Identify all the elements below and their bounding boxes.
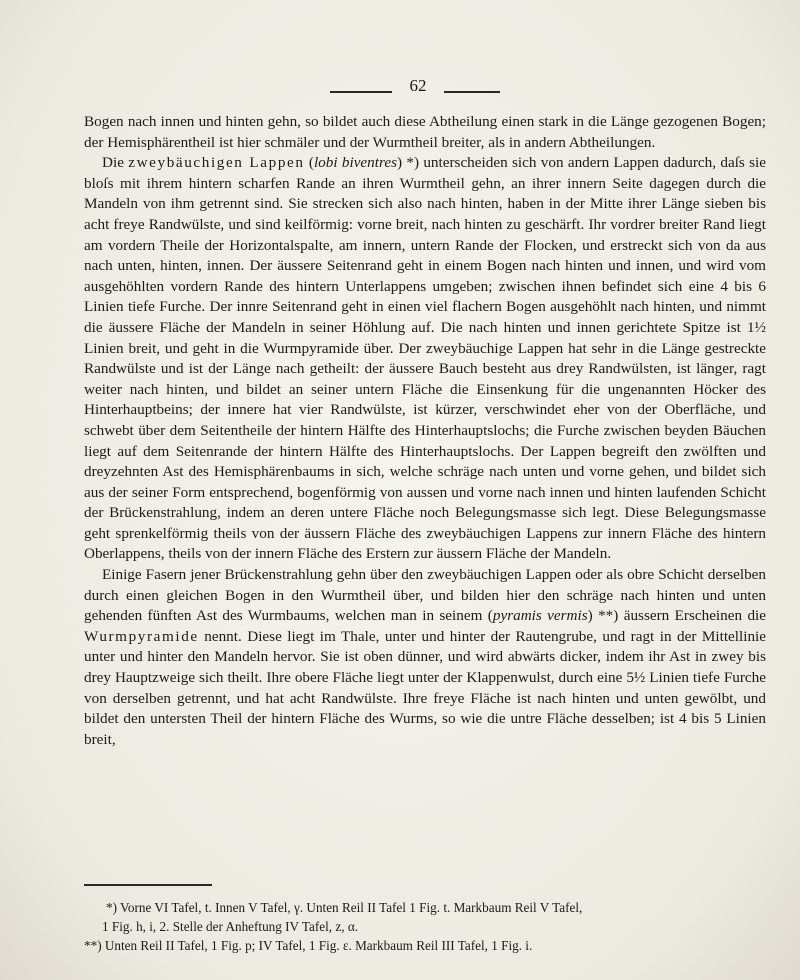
term-zweybaeuchige-lappen: zweybäuchigen Lappen — [128, 154, 305, 172]
footnote-ref-1: ) *) — [396, 154, 420, 172]
page-number: 62 — [409, 76, 427, 95]
paragraph-3-text-c: nennt. Diese liegt im Thale, unter und hinter der Rautengrube, und ragt in der Mittellinie unter und hinter den Mandeln hervor. Sie ist oben dünner, und wird abwärts dicker, indem ihr Ast in zwey bis drey Hauptzweige sich theilt. Ihre obere Fläche liegt unter der Klappenwulst, durch eine 5½ Linien tiefe Furche von derselben getrennt, und hat acht Randwülste. Ihre freye Fläche ist nach hinten und unten gewölbt, und bildet den untersten Theil der hintern Fläche des Wurms, so wie die untre Fläche desselben; ist 4 bis 5 Linien breit, — [84, 627, 767, 748]
latin-open-1: ( — [308, 154, 314, 172]
paragraph-2 — [84, 153, 766, 565]
footnote-rule — [84, 884, 212, 886]
main-text — [84, 112, 766, 750]
header-rule-left — [330, 91, 392, 93]
paragraph-2-text: unterscheiden sich von andern Lappen dadurch, daſs sie bloſs mit ihrem hintern scharfen Rande an ihren Wurmtheil gehn, an ihrer innern Seite dagegen durch die Mandeln von ihm getrennt sind. Sie strecken sich also nach hinten, haben in der Mitte ihrer Länge sieben bis acht freye Randwülste, und sind keilförmig: vorne breit, nach hinten zu geschärft. Ihr vordrer breiter Rand liegt am vordern Theile der Horizontalspalte, am innern, untern Rande der Flocken, und erstreckt sich von da aus nach unten, hinten, innen. Der äussere Seitenrand geht in einem Bogen nach hinten und innen, und wird vom ausgehöhlten vordern Rande des hintern Unterlappens umgeben; zwischen ihnen befindet sich eine 4 bis 6 Linien tiefe Furche. Der innre Seitenrand geht in einen viel flachern Bogen ausgehöhlt nach hinten, und nimmt die äussere Fläche der Mandeln in seiner Höhlung auf. Die nach hinten und innen gerichtete Spitze ist 1½ Linien breit, und geht in die Wurmpyramide über. Der zweybäuchige Lappen hat sehr in die Länge gestreckte Randwülste und ist der Länge nach getheilt: der äussere Bauch besteht aus drey Randwülsten, ist länger, ragt weiter nach hinten, und bildet an seiner untern Fläche die Einsenkung für die ungenannten Höcker des Hinterhauptbeins; der innere hat vier Randwülste, ist kürzer, verschwindet eher von der Oberfläche, und schwebt über dem Seitentheile der hintern Hälfte des Hinterhauptslochs; die Furche zwischen beyden Bäuchen liegt auf dem Seitenrande der hintern Hälfte des Hinterhauptslochs. Der Lappen begreift den zwölften und dreyzehnten Ast des Hemisphärenbaums in sich, welche schräge nach unten und vorne gehen, und bildet sich aus der seiner Form entsprechend, bogenförmig von aussen und vorne nach innen und hinten laufenden Schicht der Brückenstrahlung, indem an deren untere Fläche noch Belegungsmasse sich legt. Diese Belegungsmasse geht sprenkelförmig theils von der äussern Fläche des zweybäuchigen Lappens zur innern Fläche des hintern Oberlappens, theils von der innern Fläche des Erstern zur äussern Fläche der Mandeln. — [84, 154, 767, 563]
latin-pyramis-vermis: pyramis vermis — [492, 607, 588, 625]
paragraph-3-text-a: Einige Fasern jener Brückenstrahlung gehn über den zweybäuchigen Lappen oder als obre Schicht derselben durch einen gleichen Bogen in den Wurmtheil über, und bilden hier den schräge nach hinten und unten gehenden fünften Ast des Wurmbaums, welchen man in seinem — [84, 566, 766, 625]
footnote-1-line-2: 1 Fig. h, i, 2. Stelle der Anheftung IV Tafel, z, α. — [102, 919, 359, 934]
latin-lobi-biventres: lobi biventres — [313, 154, 397, 172]
latin-open-2: ( — [487, 607, 493, 625]
footnote-1-line-1: *) Vorne VI Tafel, t. Innen V Tafel, γ. Unten Reil II Tafel 1 Fig. t. Markbaum Reil V Tafel, — [106, 900, 583, 915]
paragraph-3 — [84, 565, 766, 750]
paragraph-2-intro: Die — [102, 154, 124, 172]
footnote-2: **) Unten Reil II Tafel, 1 Fig. p; IV Tafel, 1 Fig. ε. Markbaum Reil III Tafel, 1 Fig. i. — [84, 938, 533, 953]
footnotes — [84, 898, 766, 955]
paragraph-3-text-b: äussern Erscheinen die — [623, 607, 767, 625]
page-header — [0, 74, 800, 104]
term-wurmpyramide: Wurmpyramide — [84, 627, 199, 645]
footnote-ref-2: ) **) — [587, 607, 619, 625]
paragraph-1: Bogen nach innen und hinten gehn, so bildet auch diese Abtheilung einen stark in die Länge gezogenen Bogen; der Hemisphärentheil ist hier schmäler und der Wurmtheil breiter, als in andern Abtheilungen. — [84, 113, 766, 151]
header-rule-right — [444, 91, 500, 93]
